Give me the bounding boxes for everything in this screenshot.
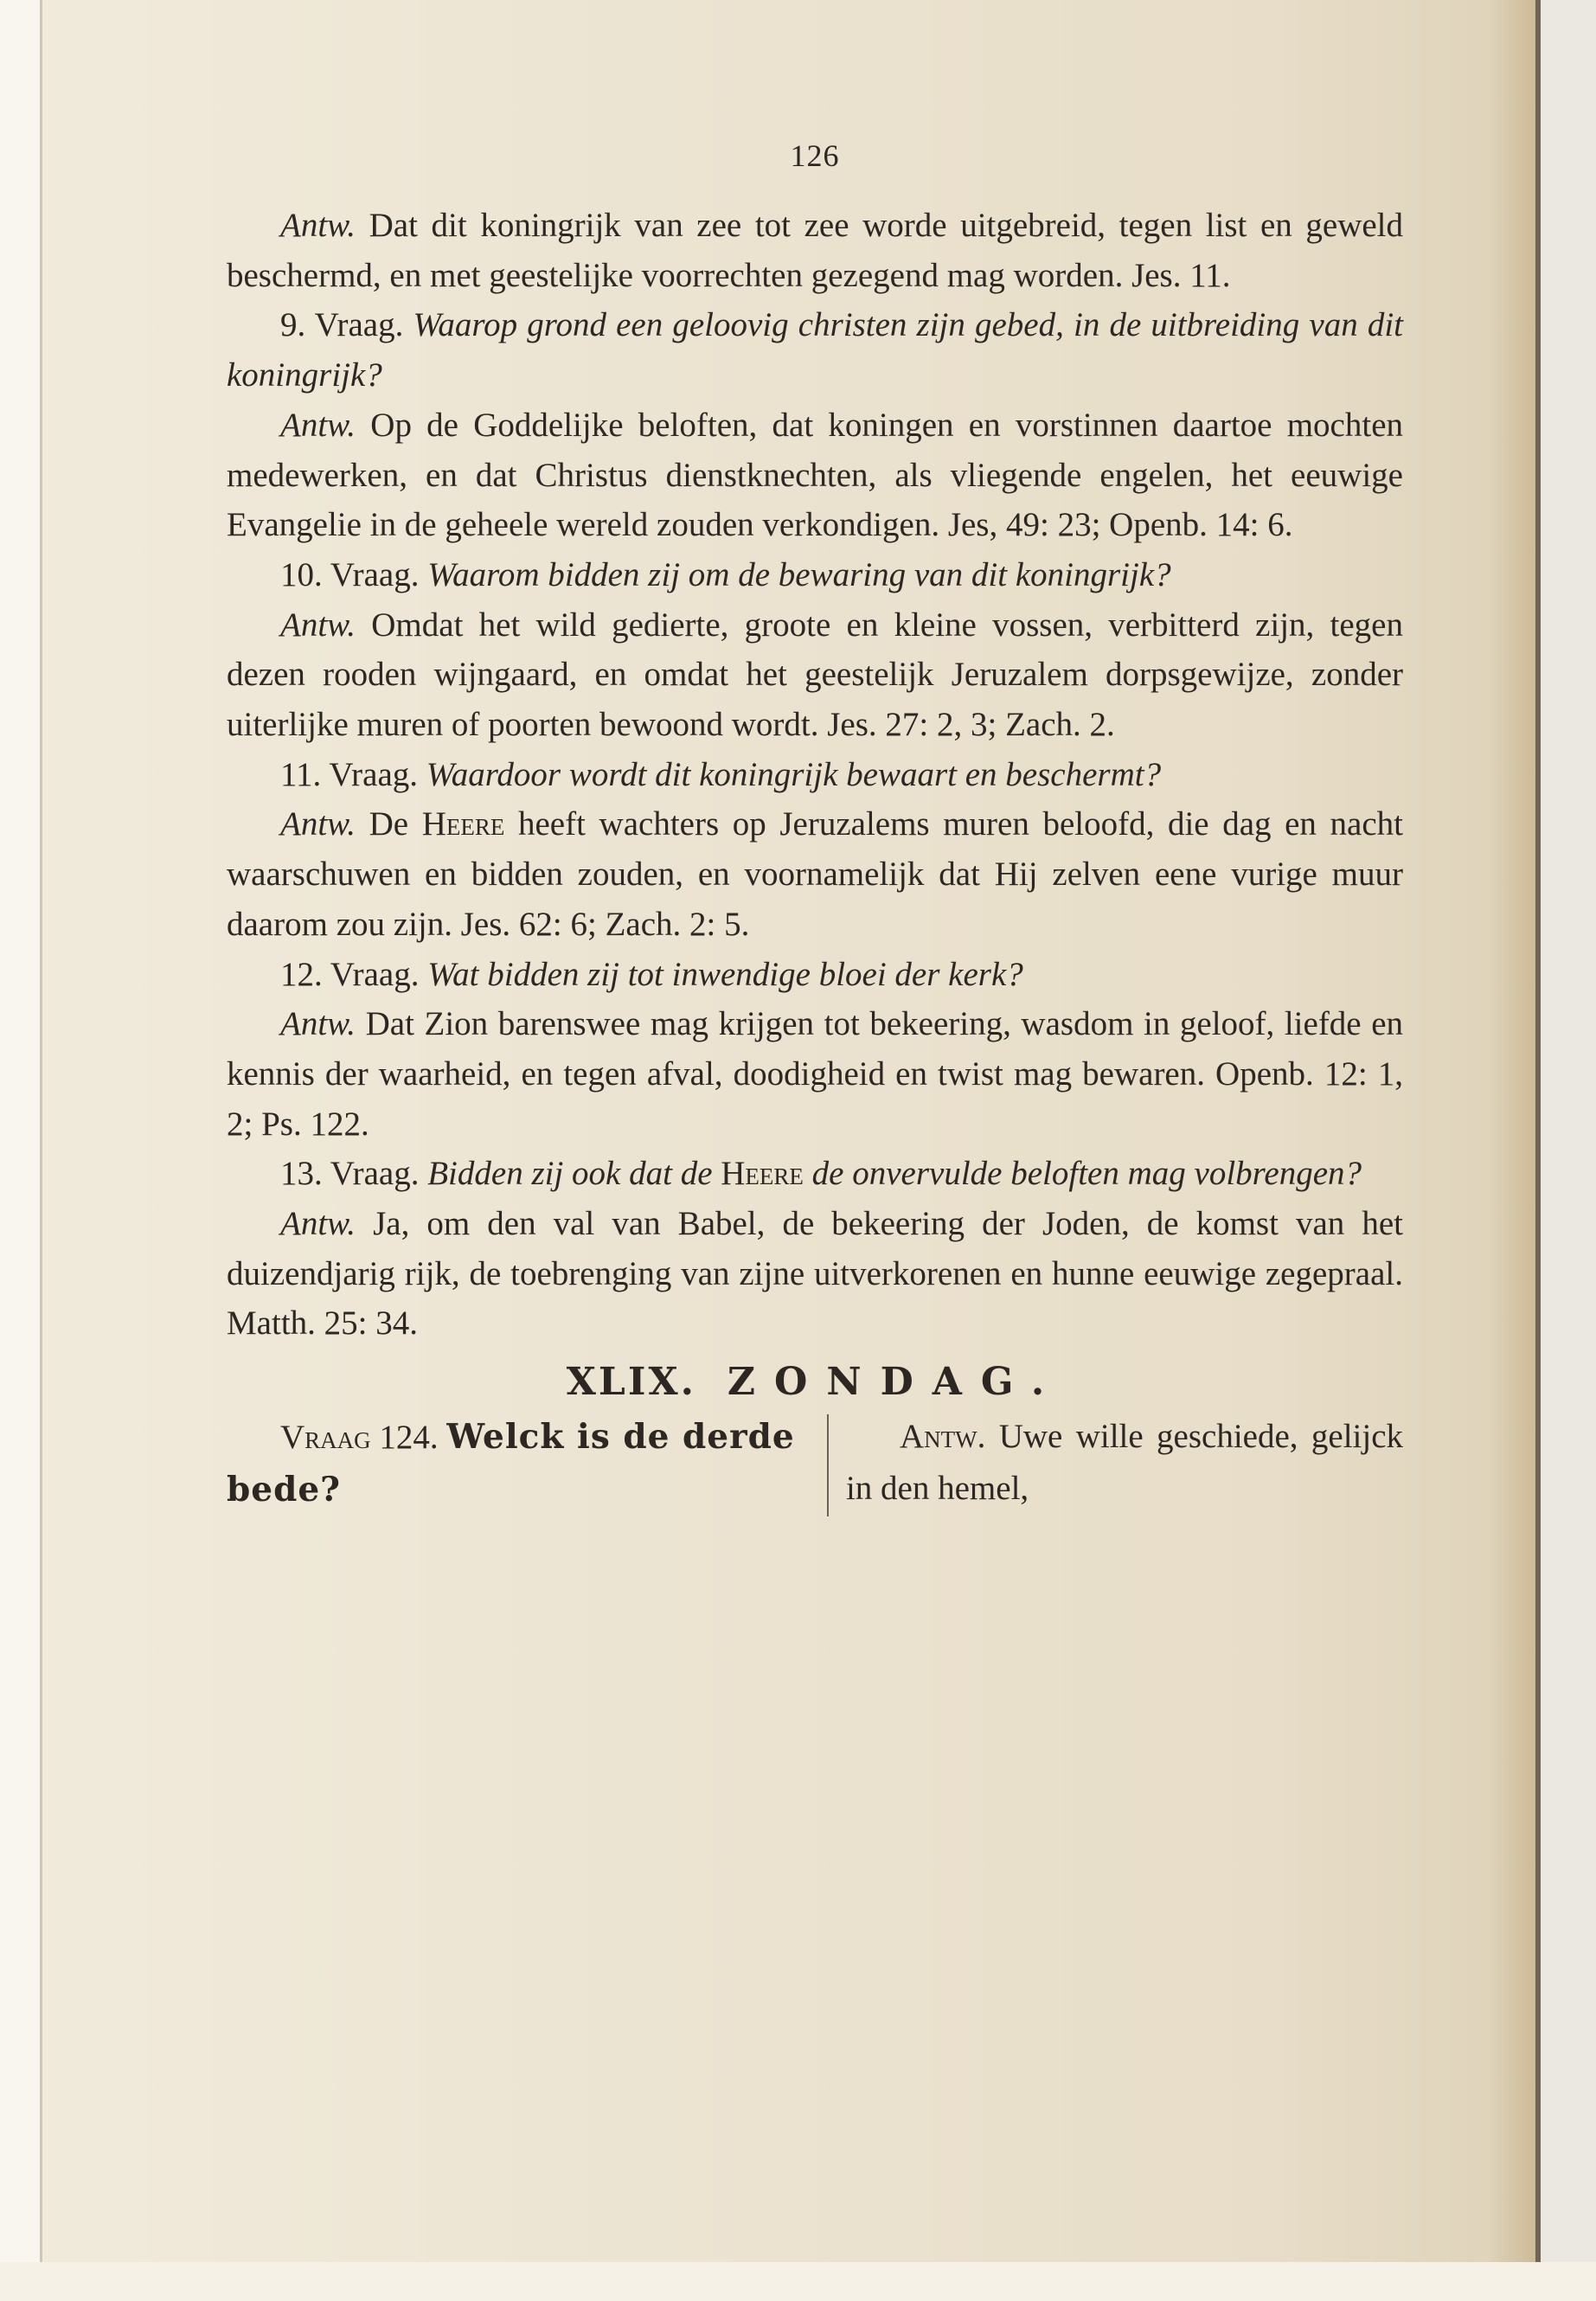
answer-label: Antw. xyxy=(280,805,356,843)
catechism-question-label: Vraag 124. xyxy=(280,1419,439,1457)
left-margin xyxy=(0,0,40,2301)
answer-label: Antw. xyxy=(280,606,356,644)
question-paragraph xyxy=(227,750,1403,800)
answer-paragraph xyxy=(227,1199,1403,1349)
answer-paragraph xyxy=(227,201,1403,300)
question-text-before: Bidden zij ook dat de xyxy=(427,1155,713,1193)
question-label: 9. Vraag. xyxy=(280,306,404,344)
question-label: 10. Vraag. xyxy=(280,555,420,593)
question-label: 11. Vraag. xyxy=(280,755,419,793)
left-page-edge xyxy=(40,0,42,2262)
question-text-after: de onvervulde beloften mag volbrengen? xyxy=(811,1155,1362,1193)
question-paragraph xyxy=(227,300,1403,400)
body-text xyxy=(227,201,1403,1349)
catechism-columns xyxy=(227,1411,1403,1516)
question-label: 13. Vraag. xyxy=(280,1155,420,1193)
section-word: ZONDAG. xyxy=(727,1360,1064,1405)
bottom-margin xyxy=(0,2262,1596,2301)
answer-paragraph xyxy=(227,401,1403,550)
answer-text-after: heeft wachters op Jeruzalems muren beloofd, die dag en nacht waarschuwen en bidden zouden, en voornamelijk dat Hij zelven eene vurige muur daarom zou zijn. Jes. 62: 6; Zach. 2: 5. xyxy=(227,805,1403,943)
catechism-question-text: Welck is de derde bede? xyxy=(227,1417,795,1510)
question-text: Waarop grond een geloovig christen zijn gebed, in de uitbreiding van dit koningrijk? xyxy=(227,306,1403,394)
question-paragraph xyxy=(227,1149,1403,1199)
catechism-answer-text: Uwe wille geschiede, gelijck in den hemel, xyxy=(845,1418,1404,1508)
question-label: 12. Vraag. xyxy=(280,955,420,993)
answer-label: Antw. xyxy=(280,207,356,244)
heere-smallcaps: Heere xyxy=(421,805,505,843)
question-text: Waarom bidden zij om de bewaring van dit koningrijk? xyxy=(427,555,1171,593)
section-heading xyxy=(227,1354,1403,1411)
answer-label: Antw. xyxy=(280,1005,356,1043)
question-paragraph xyxy=(227,550,1403,600)
answer-paragraph xyxy=(227,600,1403,750)
heere-smallcaps: Heere xyxy=(721,1155,804,1193)
question-text: Wat bidden zij tot inwendige bloei der kerk? xyxy=(427,955,1023,993)
answer-text: Ja, om den val van Babel, de bekeering der Joden, de komst van het duizendjarig rijk, de toebrenging van zijne uitverkorenen en hunne eeuwige zegepraal. Matth. 25: 34. xyxy=(227,1205,1404,1343)
question-paragraph xyxy=(227,950,1403,1000)
answer-paragraph xyxy=(227,799,1403,949)
answer-text-before: De xyxy=(369,805,409,843)
page-number: 126 xyxy=(790,138,840,173)
answer-text: Dat dit koningrijk van zee tot zee worde uitgebreid, tegen list en geweld beschermd, en met geestelijke voorrechten gezegend mag worden. Jes. 11. xyxy=(227,207,1404,294)
catechism-answer xyxy=(829,1411,1403,1516)
catechism-answer-label: Antw. xyxy=(899,1418,986,1456)
page-text xyxy=(227,130,1403,1516)
answer-label: Antw. xyxy=(280,1205,356,1243)
answer-label: Antw. xyxy=(280,406,356,444)
answer-text: Op de Goddelijke beloften, dat koningen en vorstinnen daartoe mochten medewerken, en dat Christus dienstknechten, als vliegende engelen, het eeuwige Evangelie in de geheele wereld zouden verkondigen. Jes, 49: 23; Openb. 14: 6. xyxy=(227,406,1404,544)
answer-text: Dat Zion barenswee mag krijgen tot bekeering, wasdom in geloof, liefde en kennis der waarheid, en tegen afval, doodigheid en twist mag bewaren. Openb. 12: 1, 2; Ps. 122. xyxy=(227,1005,1404,1143)
question-text: Waardoor wordt dit koningrijk bewaart en beschermt? xyxy=(426,755,1162,793)
answer-paragraph xyxy=(227,999,1403,1149)
answer-text: Omdat het wild gedierte, groote en kleine vossen, verbitterd zijn, tegen dezen rooden wijngaard, en omdat het geestelijk Jeruzalem dorpsgewijze, zonder uiterlijke muren of poorten bewoond wordt. Jes. 27: 2, 3; Zach. 2. xyxy=(227,606,1403,744)
catechism-question xyxy=(227,1411,827,1516)
right-background xyxy=(1541,0,1596,2301)
spine-shadow xyxy=(1488,0,1535,2301)
section-roman: XLIX. xyxy=(566,1360,696,1405)
